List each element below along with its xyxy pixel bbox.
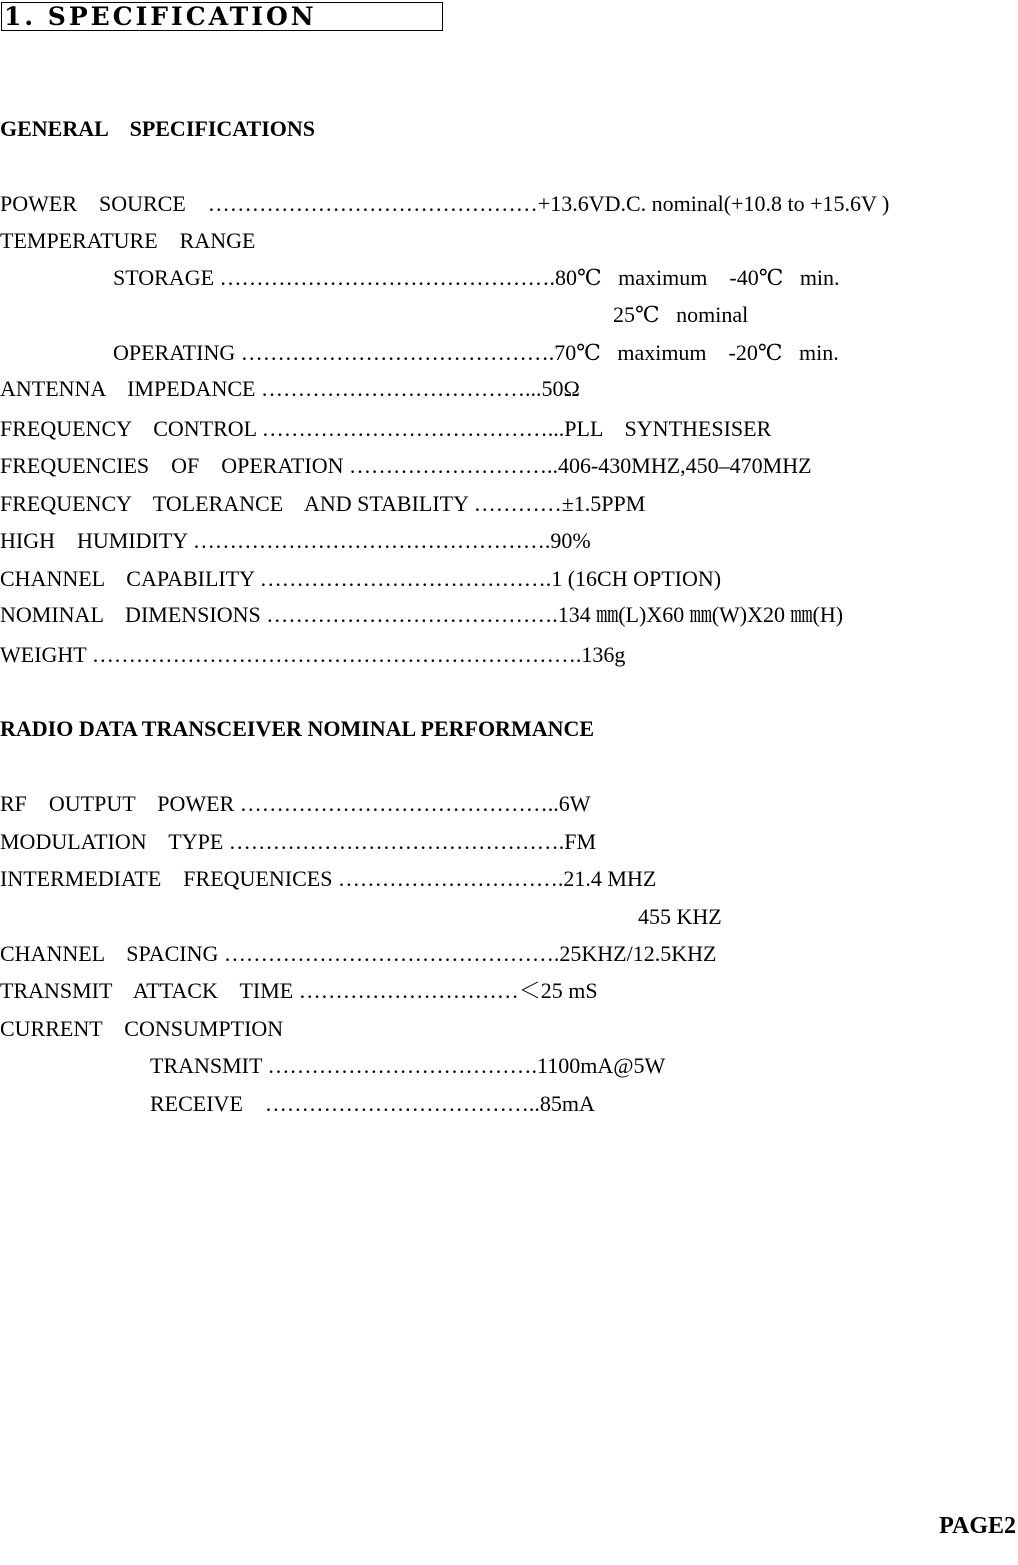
storage-nominal-row: 25℃ nominal [613,302,749,327]
transmit-current-row: TRANSMIT ……………………………….1100mA@5W [150,1053,666,1078]
page-number: PAGE2 [939,1513,1016,1539]
section-title: 1. SPECIFICATION [1,2,443,31]
rf-output-power-row: RF OUTPUT POWER ……………………………………..6W [0,791,591,816]
high-humidity-row: HIGH HUMIDITY ………………………………………….90% [0,528,591,553]
operating-row: OPERATING …………………………………….70℃ maximum -20℃ min. [113,340,839,365]
weight-row: WEIGHT ………………………………………………………….136g [0,642,626,667]
channel-capability-row: CHANNEL CAPABILITY ………………………………….1 (16CH OPTION) [0,566,722,591]
power-source-row: POWER SOURCE ………………………………………+13.6VD.C. nominal(+10.8 to +15.6V ) [0,191,890,216]
antenna-impedance-row: ANTENNA IMPEDANCE ………………………………...50Ω [0,376,580,401]
frequency-tolerance-row: FREQUENCY TOLERANCE AND STABILITY …………±1.5PPM [0,491,646,516]
frequencies-of-operation-row: FREQUENCIES OF OPERATION ………………………..406-430MHZ,450–470MHZ [0,453,812,478]
receive-current-row: RECEIVE ………………………………..85mA [150,1091,595,1116]
frequency-control-row: FREQUENCY CONTROL …………………………………...PLL SYNTHESISER [0,416,772,441]
intermediate-frequencies-second-row: 455 KHZ [638,904,722,929]
general-specifications-heading: GENERAL SPECIFICATIONS [0,116,315,141]
temperature-range-row: TEMPERATURE RANGE [0,228,256,253]
transmit-attack-time-row: TRANSMIT ATTACK TIME …………………………＜25 mS [0,978,598,1003]
modulation-type-row: MODULATION TYPE ……………………………………….FM [0,829,597,854]
channel-spacing-row: CHANNEL SPACING ……………………………………….25KHZ/12.5KHZ [0,941,717,966]
intermediate-frequencies-row: INTERMEDIATE FREQUENICES ………………………….21.4 MHZ [0,866,657,891]
nominal-dimensions-row: NOMINAL DIMENSIONS ………………………………….134 ㎜(L)X60 ㎜(W)X20 ㎜(H) [0,602,844,627]
performance-heading: RADIO DATA TRANSCEIVER NOMINAL PERFORMANCE [0,716,595,741]
current-consumption-row: CURRENT CONSUMPTION [0,1016,284,1041]
storage-row: STORAGE ……………………………………….80℃ maximum -40℃ min. [113,265,840,290]
